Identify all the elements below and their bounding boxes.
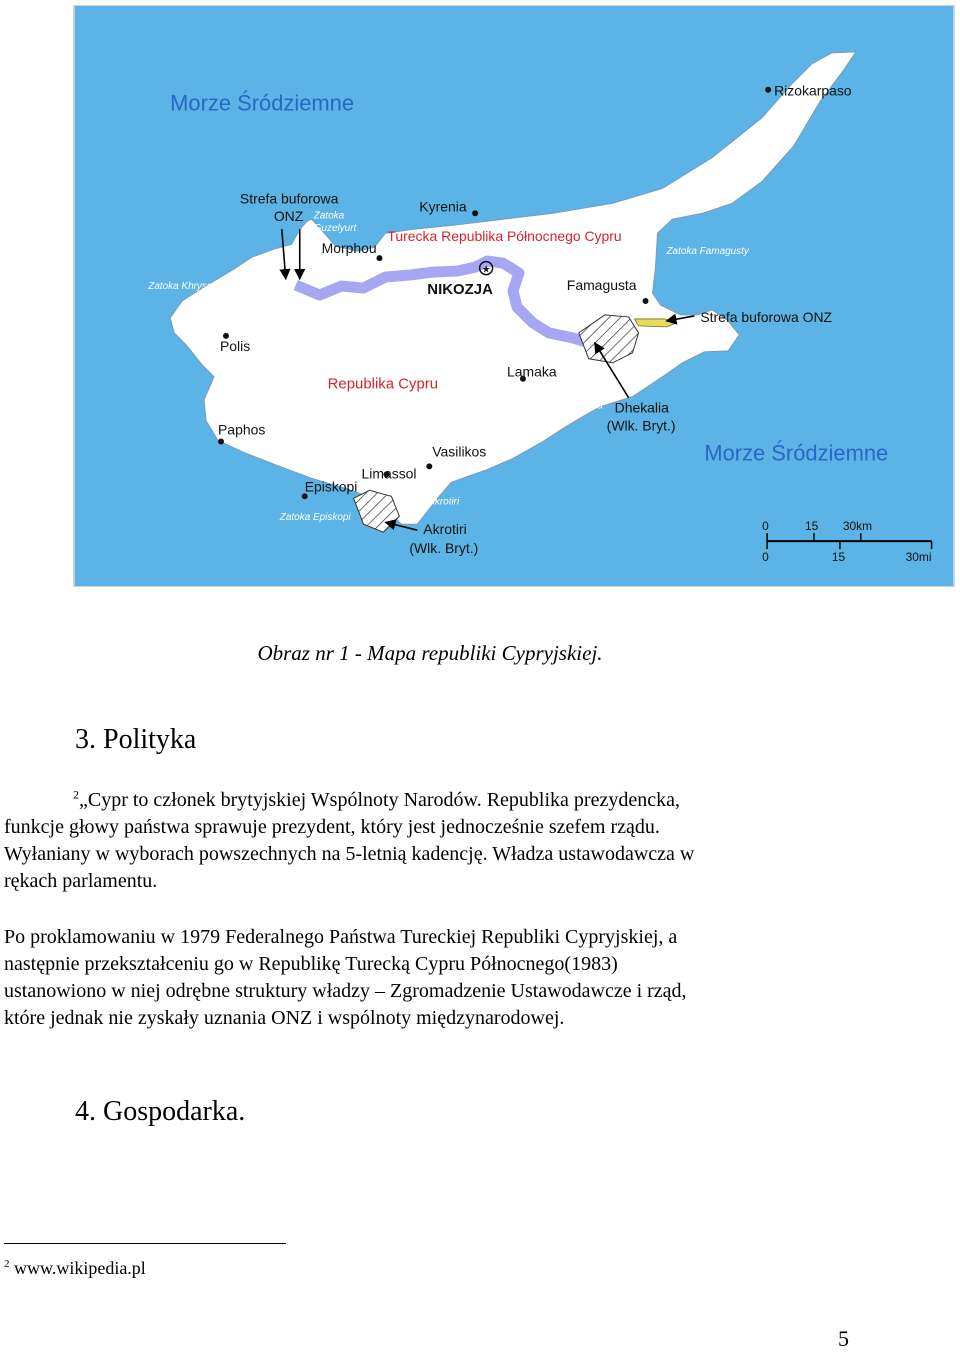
- footnote-ref: 2: [73, 787, 79, 802]
- paragraph-line: Wyłaniany w wyborach powszechnych na 5-letnią kadencję. Władza ustawodawcza w: [4, 843, 695, 865]
- city-kyrenia: Kyrenia: [419, 198, 467, 215]
- city-nikozja: NIKOZJA: [427, 281, 493, 299]
- svg-text:15: 15: [804, 519, 819, 534]
- bay-famagusty: Zatoka Famagusty: [666, 246, 749, 258]
- city-lamaka: Lamaka: [507, 363, 557, 380]
- akrotiri-label-2: (Wlk. Bryt.): [409, 540, 479, 557]
- dhekelia-label-2: (Wlk. Bryt.): [606, 417, 676, 434]
- svg-text:15: 15: [831, 550, 846, 565]
- footnote: [4, 1258, 146, 1279]
- paragraph-trnc: [4, 924, 844, 1032]
- footnote-number: 2: [4, 1258, 10, 1270]
- footnote-separator: [4, 1243, 286, 1244]
- paragraph-politics: [4, 787, 844, 895]
- city-famagusta: Famagusta: [566, 277, 637, 294]
- paragraph-line: $^2$„Cypr to członek brytyjskiej Wspólnoty Narodów. Republika prezydencka,: [73, 787, 680, 811]
- dhekelia-label-1: Dhekalia: [614, 399, 669, 416]
- bay-larnaka-1: Zatoka: [566, 386, 598, 398]
- paragraph-line: funkcje głowy państwa sprawuje prezydent, który jest jednocześnie szefem rządu.: [4, 816, 660, 838]
- region-south-label: Republika Cypru: [327, 375, 439, 393]
- paragraph-line: rękach parlamentu.: [4, 870, 158, 892]
- svg-text:★: ★: [481, 264, 491, 276]
- svg-text:0: 0: [762, 550, 769, 565]
- city-polis: Polis: [220, 337, 251, 354]
- svg-text:30mi: 30mi: [905, 550, 932, 565]
- bay-akrotiri: Zatoka Akrotiri: [395, 496, 460, 508]
- svg-text:0: 0: [762, 519, 769, 534]
- sea-label-north: Morze Śródziemne: [170, 90, 355, 116]
- region-north-label: Turecka Republika Północnego Cypru: [387, 228, 622, 245]
- footnote-link[interactable]: www.wikipedia.pl: [14, 1258, 146, 1278]
- page-number: 5: [838, 1326, 849, 1351]
- buffer-east-label: Strefa buforowa ONZ: [700, 308, 833, 325]
- city-limassol: Limassol: [361, 465, 417, 482]
- city-rizokarpaso: Rizokarpaso: [774, 82, 852, 99]
- paragraph-line: ustanowiono w niej odrębne struktury władzy – Zgromadzenie Ustawodawcze i rząd,: [4, 980, 687, 1002]
- figure-caption: Obraz nr 1 - Mapa republiki Cypryjskiej.: [257, 641, 603, 665]
- bay-larnaka-2: Larnaka: [566, 400, 603, 412]
- city-episkopi: Episkopi: [304, 478, 358, 495]
- sea-label-southeast: Morze Śródziemne: [704, 440, 889, 466]
- bay-episkopi: Zatoka Episkopi: [279, 512, 351, 524]
- city-paphos: Paphos: [218, 421, 266, 438]
- section-heading-gospodarka: 4. Gospodarka.: [75, 1096, 246, 1127]
- svg-text:30km: 30km: [842, 519, 873, 534]
- buffer-west-label-2: ONZ: [273, 208, 304, 225]
- city-vasilikos: Vasilikos: [432, 443, 487, 460]
- bay-guzelyurt-1: Zatoka: [313, 210, 345, 222]
- buffer-west-label-1: Strefa buforowa: [239, 190, 339, 207]
- city-morphou: Morphou: [321, 240, 377, 257]
- cyprus-map: [73, 5, 955, 587]
- paragraph-line: które jednak nie zyskały uznania ONZ i wspólnoty międzynarodowej.: [4, 1007, 565, 1029]
- paragraph-line: Po proklamowaniu w 1979 Federalnego Państwa Tureckiej Republiki Cypryjskiej, a: [4, 926, 678, 948]
- paragraph-line: następnie przekształceniu go w Republikę Turecką Cypru Północnego(1983): [4, 953, 618, 975]
- bay-guzelyurt-2: Guzelyurt: [313, 223, 357, 235]
- akrotiri-label-1: Akrotiri: [423, 521, 467, 538]
- section-heading-polityka: 3. Polityka: [75, 724, 197, 755]
- bay-khrysokhou: Zatoka Khrysokhou: [148, 281, 235, 293]
